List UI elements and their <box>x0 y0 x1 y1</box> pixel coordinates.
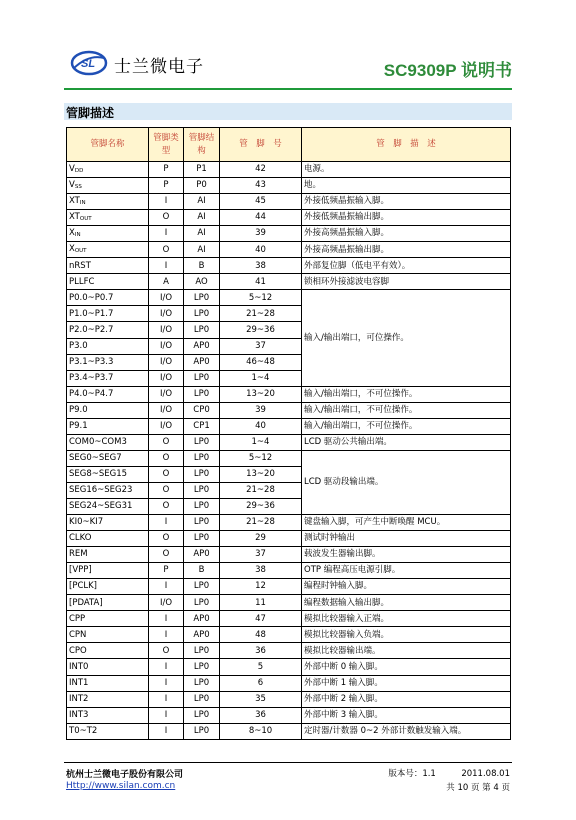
table-row <box>67 627 511 643</box>
pin-name: nRST <box>69 260 91 271</box>
pin-name-cell <box>67 354 149 370</box>
pin-name: PLLFC <box>69 276 95 287</box>
pin-name: [PDATA] <box>69 597 103 608</box>
table-row <box>67 226 511 242</box>
pin-number-cell: 5~12 <box>220 290 302 306</box>
pin-name-cell <box>67 370 149 386</box>
pin-desc-cell: LCD 驱动段输出端。 <box>302 450 511 514</box>
pin-struct-cell: LP0 <box>184 482 220 498</box>
footer-url-link[interactable]: Http://www.silan.com.cn <box>66 781 176 791</box>
pin-struct-cell: LP0 <box>184 531 220 547</box>
pin-name-cell <box>67 482 149 498</box>
pin-number-cell: 6 <box>220 675 302 691</box>
pin-name-cell <box>67 258 149 274</box>
pin-name-cell <box>67 178 149 194</box>
pin-name-cell <box>67 515 149 531</box>
pin-name-cell <box>67 531 149 547</box>
pin-struct-cell: LP0 <box>184 579 220 595</box>
table-row <box>67 515 511 531</box>
pin-desc-cell: 外部中断 2 输入脚。 <box>302 691 511 707</box>
pin-desc-cell: 外接高频晶振输出脚。 <box>302 242 511 258</box>
pin-name-cell <box>67 210 149 226</box>
footer-page-number: 共 10 页 第 4 页 <box>446 783 510 793</box>
pin-type-cell: I/O <box>149 595 184 611</box>
pin-struct-cell: LP0 <box>184 498 220 514</box>
pin-name-cell <box>67 162 149 178</box>
pin-number-cell: 29~36 <box>220 498 302 514</box>
pin-name: XT <box>69 195 80 206</box>
pin-name: P2.0~P2.7 <box>69 324 114 335</box>
table-row <box>67 418 511 434</box>
table-row <box>67 402 511 418</box>
pin-name: CPO <box>69 645 87 656</box>
pin-type-cell: O <box>149 210 184 226</box>
pin-struct-cell: AI <box>184 226 220 242</box>
pin-name-cell <box>67 547 149 563</box>
page-header <box>64 44 512 90</box>
pin-number-cell: 29 <box>220 531 302 547</box>
pin-name: KI0~KI7 <box>69 517 104 528</box>
pin-number-cell: 5~12 <box>220 450 302 466</box>
pin-type-cell: I <box>149 226 184 242</box>
table-row <box>67 162 511 178</box>
header-pin-desc: 管 脚 描 述 <box>302 128 511 162</box>
pin-number-cell: 11 <box>220 595 302 611</box>
pin-name-subscript: OUT <box>79 215 92 222</box>
pin-name-cell <box>67 563 149 579</box>
pin-number-cell: 39 <box>220 226 302 242</box>
pin-desc-cell: OTP 编程高压电源引脚。 <box>302 563 511 579</box>
pin-number-cell: 12 <box>220 579 302 595</box>
pin-type-cell: I <box>149 611 184 627</box>
pin-name: V <box>69 163 75 174</box>
pin-type-cell: O <box>149 547 184 563</box>
pin-type-cell: P <box>149 178 184 194</box>
pin-name-cell <box>67 290 149 306</box>
pin-number-cell: 38 <box>220 563 302 579</box>
pin-number-cell: 46~48 <box>220 354 302 370</box>
pin-name-cell <box>67 675 149 691</box>
pin-type-cell: I <box>149 659 184 675</box>
pin-struct-cell: LP0 <box>184 466 220 482</box>
pin-name: T0~T2 <box>69 725 98 736</box>
pin-desc-cell: 定时器/计数器 0~2 外部计数触发输入端。 <box>302 723 511 739</box>
pin-type-cell: I <box>149 691 184 707</box>
pin-desc-cell: 输入/输出端口，可位操作。 <box>302 290 511 386</box>
pin-name: [VPP] <box>69 565 92 576</box>
table-row <box>67 194 511 210</box>
pin-name: XT <box>69 211 80 222</box>
pin-name: P3.0 <box>69 340 88 351</box>
pin-type-cell: O <box>149 482 184 498</box>
table-row <box>67 723 511 739</box>
pin-name-cell <box>67 274 149 290</box>
pin-desc-cell: 测试时钟输出 <box>302 531 511 547</box>
table-row <box>67 258 511 274</box>
table-row <box>67 531 511 547</box>
pin-name-subscript: IN <box>79 199 86 206</box>
pin-type-cell: I/O <box>149 306 184 322</box>
pin-name: CPN <box>69 629 87 640</box>
footer-divider <box>64 762 512 763</box>
pin-type-cell: I/O <box>149 338 184 354</box>
section-title: 管脚描述 <box>66 106 115 120</box>
pin-desc-cell: 键盘输入脚，可产生中断唤醒 MCU。 <box>302 515 511 531</box>
pin-number-cell: 47 <box>220 611 302 627</box>
header-pin-number: 管 脚 号 <box>220 128 302 162</box>
pin-struct-cell: B <box>184 258 220 274</box>
pin-type-cell: O <box>149 434 184 450</box>
pin-struct-cell: B <box>184 563 220 579</box>
pin-desc-cell: LCD 驱动公共输出端。 <box>302 434 511 450</box>
pin-type-cell: I/O <box>149 354 184 370</box>
pin-type-cell: I/O <box>149 418 184 434</box>
svg-text:SL: SL <box>81 58 96 70</box>
header-pin-name: 管脚名称 <box>67 128 149 162</box>
pin-desc-cell: 锁相环外接滤波电容脚 <box>302 274 511 290</box>
pin-desc-cell: 地。 <box>302 178 511 194</box>
pin-type-cell: I <box>149 707 184 723</box>
table-row <box>67 691 511 707</box>
pin-table <box>66 127 511 740</box>
section-bar <box>64 103 512 120</box>
table-row <box>67 611 511 627</box>
pin-name-cell <box>67 643 149 659</box>
footer-version: 版本号：1.1 2011.08.01 <box>388 769 510 779</box>
pin-number-cell: 37 <box>220 547 302 563</box>
pin-name-cell <box>67 386 149 402</box>
pin-name: X <box>69 227 75 238</box>
pin-type-cell: I/O <box>149 370 184 386</box>
pin-name: P3.4~P3.7 <box>69 372 114 383</box>
pin-name-subscript: SS <box>74 183 82 190</box>
pin-number-cell: 1~4 <box>220 370 302 386</box>
pin-name: P3.1~P3.3 <box>69 356 114 367</box>
pin-name: SEG0~SEG7 <box>69 453 122 464</box>
pin-number-cell: 42 <box>220 162 302 178</box>
pin-number-cell: 41 <box>220 274 302 290</box>
pin-struct-cell: AP0 <box>184 354 220 370</box>
pin-name: V <box>69 179 75 190</box>
table-row <box>67 290 511 306</box>
table-row <box>67 579 511 595</box>
pin-struct-cell: LP0 <box>184 723 220 739</box>
pin-desc-cell: 输入/输出端口，不可位操作。 <box>302 418 511 434</box>
pin-desc-cell: 编程时钟输入脚。 <box>302 579 511 595</box>
pin-name: X <box>69 244 75 254</box>
pin-name-cell <box>67 402 149 418</box>
pin-name: INT3 <box>69 709 89 720</box>
pin-type-cell: I <box>149 723 184 739</box>
pin-desc-cell: 模拟比较器输入负端。 <box>302 627 511 643</box>
table-row <box>67 707 511 723</box>
pin-name: P0.0~P0.7 <box>69 292 114 303</box>
table-row <box>67 675 511 691</box>
pin-struct-cell: P1 <box>184 162 220 178</box>
pin-type-cell: O <box>149 531 184 547</box>
pin-desc-cell: 输入/输出端口，不可位操作。 <box>302 386 511 402</box>
pin-struct-cell: P0 <box>184 178 220 194</box>
pin-name-subscript: DD <box>74 167 84 174</box>
pin-name: SEG24~SEG31 <box>69 501 133 512</box>
pin-struct-cell: AP0 <box>184 611 220 627</box>
header-pin-struct: 管脚结构 <box>184 128 220 162</box>
pin-name-cell <box>67 322 149 338</box>
pin-type-cell: I/O <box>149 386 184 402</box>
pin-desc-cell: 模拟比较器输入正端。 <box>302 611 511 627</box>
pin-name: CLKO <box>69 533 92 544</box>
pin-name: P9.1 <box>69 421 88 432</box>
pin-desc-cell: 外部中断 3 输入脚。 <box>302 707 511 723</box>
pin-name: SEG16~SEG23 <box>69 485 133 496</box>
pin-type-cell: O <box>149 242 184 258</box>
pin-number-cell: 21~28 <box>220 306 302 322</box>
pin-name-cell <box>67 498 149 514</box>
pin-number-cell: 43 <box>220 178 302 194</box>
pin-name-cell <box>67 450 149 466</box>
pin-name-cell <box>67 466 149 482</box>
pin-name-cell <box>67 226 149 242</box>
doc-title: SC9309P 说明书 <box>383 61 512 80</box>
pin-struct-cell: LP0 <box>184 691 220 707</box>
pin-type-cell: I/O <box>149 322 184 338</box>
pin-struct-cell: AP0 <box>184 627 220 643</box>
pin-number-cell: 35 <box>220 691 302 707</box>
pin-number-cell: 39 <box>220 402 302 418</box>
silan-logo-icon <box>70 50 108 76</box>
table-header-row <box>67 128 511 162</box>
table-row <box>67 178 511 194</box>
pin-desc-cell: 外部复位脚（低电平有效）。 <box>302 258 511 274</box>
pin-name-cell <box>67 306 149 322</box>
pin-number-cell: 45 <box>220 194 302 210</box>
pin-name: INT0 <box>69 661 89 672</box>
table-row <box>67 643 511 659</box>
pin-type-cell: O <box>149 450 184 466</box>
pin-number-cell: 40 <box>220 242 302 258</box>
pin-struct-cell: LP0 <box>184 675 220 691</box>
pin-number-cell: 38 <box>220 258 302 274</box>
pin-desc-cell: 输入/输出端口，不可位操作。 <box>302 402 511 418</box>
header-pin-type: 管脚类型 <box>149 128 184 162</box>
table-row <box>67 386 511 402</box>
pin-number-cell: 36 <box>220 707 302 723</box>
pin-desc-cell: 外接高频晶振输入脚。 <box>302 226 511 242</box>
pin-struct-cell: AP0 <box>184 338 220 354</box>
pin-number-cell: 48 <box>220 627 302 643</box>
pin-struct-cell: LP0 <box>184 659 220 675</box>
pin-name: P4.0~P4.7 <box>69 388 114 399</box>
table-row <box>67 563 511 579</box>
table-row <box>67 274 511 290</box>
pin-type-cell: I/O <box>149 402 184 418</box>
pin-type-cell: I <box>149 579 184 595</box>
pin-number-cell: 36 <box>220 643 302 659</box>
footer-company: 杭州士兰微电子股份有限公司 <box>66 770 184 780</box>
pin-name: REM <box>69 549 88 560</box>
pin-name-cell <box>67 627 149 643</box>
pin-struct-cell: LP0 <box>184 434 220 450</box>
pin-type-cell: I <box>149 515 184 531</box>
pin-struct-cell: LP0 <box>184 450 220 466</box>
pin-name-cell <box>67 723 149 739</box>
pin-type-cell: O <box>149 466 184 482</box>
pin-type-cell: O <box>149 498 184 514</box>
pin-struct-cell: LP0 <box>184 370 220 386</box>
pin-name: SEG8~SEG15 <box>69 469 128 480</box>
pin-struct-cell: LP0 <box>184 595 220 611</box>
pin-name-subscript: IN <box>74 231 81 238</box>
pin-name-cell <box>67 434 149 450</box>
table-row <box>67 659 511 675</box>
table-row <box>67 547 511 563</box>
pin-name-cell <box>67 418 149 434</box>
pin-name: [PCLK] <box>69 581 98 592</box>
company-name: 士兰微电子 <box>114 57 204 77</box>
pin-name-cell <box>67 707 149 723</box>
pin-name-cell <box>67 691 149 707</box>
pin-name-cell <box>67 579 149 595</box>
pin-number-cell: 13~20 <box>220 386 302 402</box>
pin-struct-cell: AO <box>184 274 220 290</box>
pin-name-cell <box>67 194 149 210</box>
pin-name: COM0~COM3 <box>69 437 127 448</box>
pin-struct-cell: LP0 <box>184 290 220 306</box>
pin-type-cell: I <box>149 627 184 643</box>
pin-number-cell: 37 <box>220 338 302 354</box>
pin-struct-cell: LP0 <box>184 515 220 531</box>
pin-number-cell: 44 <box>220 210 302 226</box>
pin-desc-cell: 外接低频晶振输入脚。 <box>302 194 511 210</box>
pin-name-subscript: OUT <box>74 248 87 254</box>
table-row <box>67 595 511 611</box>
table-row <box>67 450 511 466</box>
pin-type-cell: O <box>149 643 184 659</box>
pin-desc-cell: 电源。 <box>302 162 511 178</box>
pin-name-cell <box>67 611 149 627</box>
pin-type-cell: I <box>149 194 184 210</box>
pin-table-body <box>67 162 511 740</box>
pin-type-cell: A <box>149 274 184 290</box>
pin-desc-cell: 外部中断 0 输入脚。 <box>302 659 511 675</box>
pin-number-cell: 13~20 <box>220 466 302 482</box>
pin-name: P1.0~P1.7 <box>69 308 114 319</box>
pin-number-cell: 21~28 <box>220 482 302 498</box>
pin-number-cell: 21~28 <box>220 515 302 531</box>
pin-desc-cell: 载波发生器输出脚。 <box>302 547 511 563</box>
pin-struct-cell: LP0 <box>184 643 220 659</box>
pin-desc-cell: 外接低频晶振输出脚。 <box>302 210 511 226</box>
pin-type-cell: P <box>149 162 184 178</box>
pin-type-cell: P <box>149 563 184 579</box>
pin-number-cell: 40 <box>220 418 302 434</box>
pin-name-cell <box>67 659 149 675</box>
pin-struct-cell: CP1 <box>184 418 220 434</box>
pin-struct-cell: LP0 <box>184 306 220 322</box>
table-row <box>67 242 511 258</box>
pin-number-cell: 8~10 <box>220 723 302 739</box>
pin-desc-cell: 模拟比较器输出端。 <box>302 643 511 659</box>
pin-name: P9.0 <box>69 404 88 415</box>
pin-name-cell <box>67 338 149 354</box>
pin-struct-cell: AI <box>184 210 220 226</box>
pin-struct-cell: AI <box>184 194 220 210</box>
pin-struct-cell: LP0 <box>184 386 220 402</box>
table-row <box>67 210 511 226</box>
pin-type-cell: I <box>149 675 184 691</box>
pin-name-cell <box>67 595 149 611</box>
pin-desc-cell: 编程数据输入输出脚。 <box>302 595 511 611</box>
pin-name: INT2 <box>69 693 89 704</box>
pin-struct-cell: LP0 <box>184 707 220 723</box>
pin-name: CPP <box>69 613 86 624</box>
pin-struct-cell: AI <box>184 242 220 258</box>
pin-desc-cell: 外部中断 1 输入脚。 <box>302 675 511 691</box>
pin-number-cell: 1~4 <box>220 434 302 450</box>
pin-number-cell: 29~36 <box>220 322 302 338</box>
pin-struct-cell: LP0 <box>184 322 220 338</box>
pin-struct-cell: AP0 <box>184 547 220 563</box>
pin-type-cell: I <box>149 258 184 274</box>
header-divider <box>64 88 512 90</box>
pin-type-cell: I/O <box>149 290 184 306</box>
pin-number-cell: 5 <box>220 659 302 675</box>
table-row <box>67 434 511 450</box>
pin-name: INT1 <box>69 677 89 688</box>
pin-name-cell <box>67 242 149 258</box>
pin-struct-cell: CP0 <box>184 402 220 418</box>
